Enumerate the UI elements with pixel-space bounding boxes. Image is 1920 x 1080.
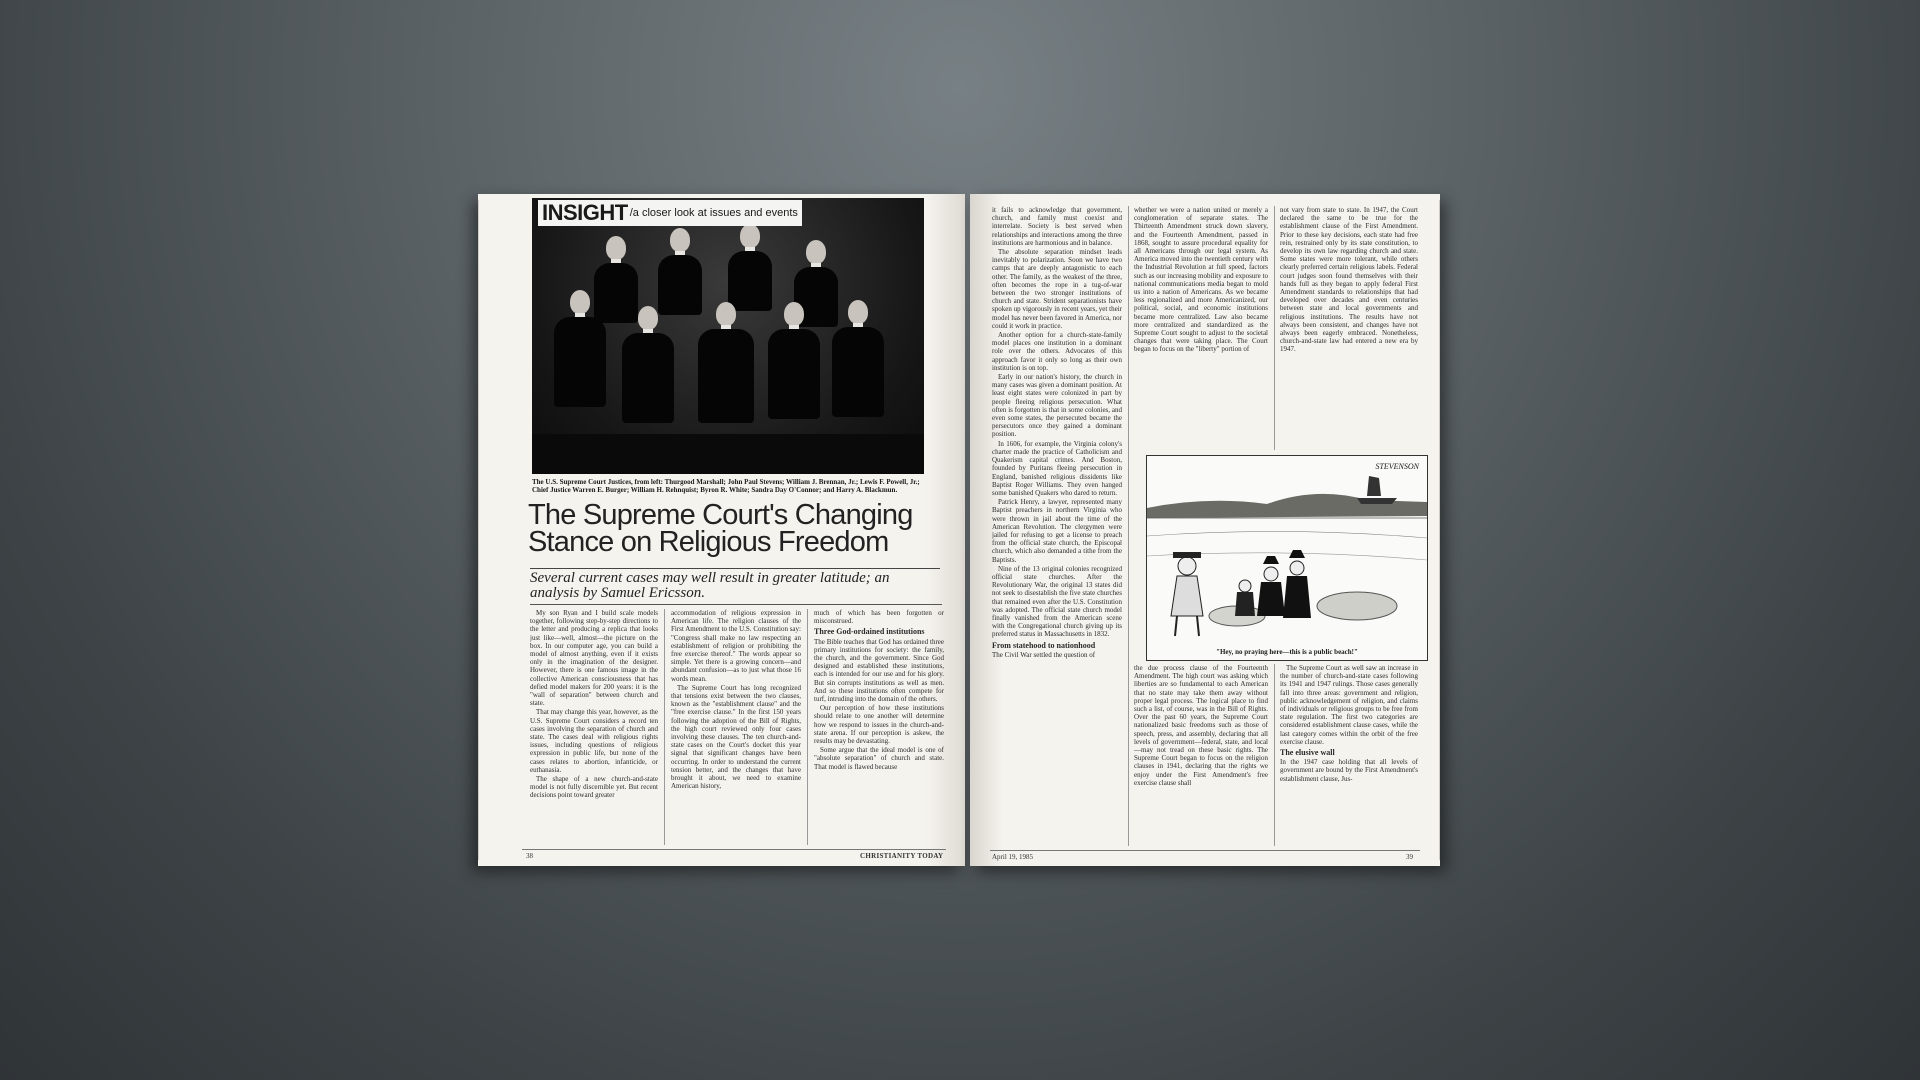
photo-caption: The U.S. Supreme Court Justices, from left: Thurgood Marshall; John Paul Stevens; William J. Brennan, Jr.; Lewis F. Powell, Jr.; Chief Justice Warren E. Burger; William H. Rehnquist; Byron R. White; Sandra Day O'Connor; and Harry A. Blackmun.: [532, 478, 920, 494]
justice-figure: [698, 302, 754, 423]
footer-rule: [990, 850, 1420, 851]
justice-figure: [728, 224, 772, 311]
right-column-3-bottom: The Supreme Court as well saw an increase in the number of church-and-state cases following its 1941 and 1947 rulings. Those cases generally fall into three areas: government and religion, public acknowledgement of religion, and claims of individuals or religious groups to be free from state regulation. The first two categories are considered establishment clause cases, while the last category comes within the orbit of the free exercise clause. The elusive wall In the 1947 case holding that all levels of government are bound by the First Amendment's establishment clause, Jus-: [1280, 664, 1418, 783]
left-column-1: My son Ryan and I build scale models together, following step-by-step directions to the letter and producing a replica that looks just like—well, almost—the picture on the box. In our computer age, you can build a model of almost anything, even if it exists only in the imagination of the designer. However, there is one famous image in the collective American consciousness that has defied model makers for 200 years: it is the "wall of separation" between church and state. That may change this year, however, as the U.S. Supreme Court considers a record ten cases involving the separation of church and state. The cases deal with religious rights issues, including questions of religious expression in public life, but none of the cases relates to abortion, infanticide, or euthanasia. The shape of a new church-and-state model is not fully discernible yet. But recent decisions point toward greater: [530, 609, 658, 800]
footer-rule: [522, 849, 946, 850]
justice-figure: [768, 302, 820, 419]
insight-banner: [538, 200, 802, 226]
column-divider: [807, 609, 808, 845]
right-column-2-top: whether we were a nation united or merely a conglomeration of separate states. The Thirteenth Amendment struck down slavery, and the Fourteenth Amendment, passed in 1868, sought to assure procedural equality for all Americans through our legal system. As America moved into the twentieth century with the Industrial Revolution at full speed, factors such as our increasing mobility and exposure to national communications media began to mold us into a nation of Americans. As we became less regionalized and more Americanized, our political, social, and economic institutions became more centralized. Law also became more centralized and standardized as the Supreme Court sought to adjust to the societal changes that were taking place. The Court began to focus on the "liberty" portion of: [1134, 206, 1268, 354]
page-edge-left: [478, 200, 479, 860]
deck-rule: [530, 604, 942, 605]
left-column-3: much of which has been forgotten or misconstrued. Three God-ordained institutions The Bible teaches that God has ordained three primary institutions for society: the family, the church, and the government. Since God designed and established these institutions, each is intended for our use and for his glory. But sin corrupts institutions as well as men. And so these institutions often compete for turf, intruding into the domain of the others. Our perception of how these institutions should relate to one another will determine how we respond to issues in the church-and-state arena. If our perception is askew, the results may be devastating. Some argue that the ideal model is one of "absolute separation" of church and state. That model is flawed because: [814, 609, 944, 771]
page-edge-right: [1439, 200, 1440, 860]
beach-cartoon: [1146, 455, 1428, 661]
subhead-statehood: From statehood to nationhood: [992, 640, 1096, 650]
folio-number-right: 39: [1406, 853, 1413, 861]
subhead-elusive-wall: The elusive wall: [1280, 748, 1335, 758]
magazine-spread: [478, 194, 1440, 866]
justice-figure: [622, 306, 674, 423]
justice-figure: [658, 228, 702, 315]
article-deck: Several current cases may well result in greater latitude; an analysis by Samuel Ericsson.: [530, 568, 940, 601]
cartoon-caption: "Hey, no praying here—this is a public beach!": [1216, 648, 1358, 656]
cartoon-drawing: [1147, 456, 1427, 660]
justice-figure: [554, 290, 606, 407]
right-page: [970, 194, 1440, 866]
justice-figure: [832, 300, 884, 417]
folio-number-left: 38: [526, 852, 533, 860]
folio-magazine-title: CHRISTIANITY TODAY: [860, 852, 944, 860]
insight-label: INSIGHT: [542, 200, 628, 225]
left-page: [478, 194, 965, 866]
right-column-1: it fails to acknowledge that government, church, and family must coexist and interrelate. Society is best served when relationships and interactions among the three institutions are harmonious and in balance. The absolute separation mindset leads inevitably to polarization. Soon we have two camps that are deeply antagonistic to each other. The family, as the weakest of the three, often becomes the rope in a tug-of-war between the two stronger institutions of church and state. Strident separationists have spoken up vigorously in recent years, yet their model has never been favored in America, nor could it work in practice. Another option for a church-state-family model places one institution in a dominant role over the others. Advocates of this approach favor it only so long as their own institution is on top. Early in our nation's history, the church in many cases was given a dominant position. At least eight states were colonized in part by people fleeing religious persecution. What often is forgotten is that in some colonies, and even some states, the persecuted became the persecutors once they gained a dominant position. In 1606, for example, the Virginia colony's charter made the practice of Catholicism and Quakerism capital crimes. And Boston, founded by Puritans fleeing persecution in England, banished religious dissidents like Baptist Roger Williams. They even hanged some banished Quakers who dared to return. Patrick Henry, a lawyer, represented many Baptist preachers in northern Virginia who were thrown in jail about the time of the American Revolution. The clergymen were jailed for refusing to get a license to preach from the official state church, the Episcopal church, which also demanded a tithe from the Baptists. Nine of the 13 original colonies recognized official state churches. After the Revolutionary War, the original 13 states did not seek to disestablish the five state churches that remained even after the U.S. Constitution was adopted. The official state church model finally vanished from the American scene with the Congregational church giving up its preferred status in Massachusetts in 1832. From statehood to nationhood The Civil War settled the question of: [992, 206, 1122, 659]
subhead-three-institutions: Three God-ordained institutions: [814, 627, 925, 637]
column-divider: [664, 609, 665, 845]
cartoon-signature: STEVENSON: [1375, 462, 1419, 471]
article-headline: The Supreme Court's Changing Stance on Religious Freedom: [528, 499, 913, 558]
right-column-2-bottom: the due process clause of the Fourteenth Amendment. The high court was asking which liberties are so fundamental to each American that no state may take them away without proper legal process. The logical place to find such a list, of course, was in the Bill of Rights. Over the past 60 years, the Supreme Court nationalized basic freedoms such as those of speech, press, and assembly, declaring that all levels of government—federal, state, and local—may not tread on these basic rights. The Supreme Court began to focus on the religion clauses in 1941, declaring that the rights we enjoy under the First Amendment's free exercise clause shall: [1134, 664, 1268, 787]
column-divider: [1274, 664, 1275, 846]
column-divider: [1128, 206, 1129, 846]
insight-tagline: /a closer look at issues and events: [629, 207, 798, 219]
column-divider: [1274, 206, 1275, 450]
left-column-2: accommodation of religious expression in American life. The religion clauses of the First Amendment to the U.S. Constitution say: "Congress shall make no law respecting an establishment of religion or prohibiting the free exercise thereof." The words appear so simple. Yet there is a growing concern—and abundant confusion—as to just what those 16 words mean. The Supreme Court has long recognized that tensions exist between the two clauses, known as the "establishment clause" and the "free exercise clause." In the first 150 years following the adoption of the Bill of Rights, the high court reviewed only four cases involving these clauses. The ten church-and-state cases on the Court's docket this year signal that significant changes have been occurring. In order to understand the current tension better, and the changes that have brought it about, we need to examine American history,: [671, 609, 801, 791]
right-column-3-top: not vary from state to state. In 1947, the Court declared the same to be true for the establishment clause of the First Amendment. Prior to these key decisions, each state had free rein, restrained only by its state constitution, to develop its own law regarding church and state. Some states were more tolerant, while others clearly preferred certain religious labels. Federal court judges soon found themselves with their hands full as they began to apply federal First Amendment standards to relationships that had developed over decades and even centuries between state and local governments and religious institutions. The results have not always been consistent, and changes have not always been eagerly embraced. Nonetheless, church-and-state law had entered a new era by 1947.: [1280, 206, 1418, 354]
justices-photo: [532, 198, 924, 474]
folio-date: April 19, 1985: [992, 853, 1034, 861]
